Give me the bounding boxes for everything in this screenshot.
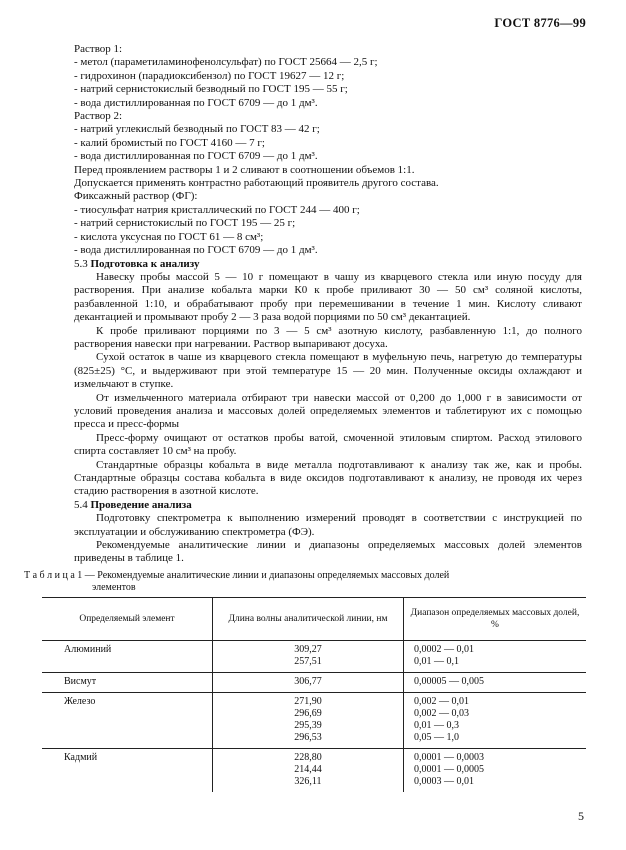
text-line: - вода дистиллированная по ГОСТ 6709 — до 1 дм³. <box>74 244 318 257</box>
text-line: Фиксажный раствор (ФГ): <box>74 190 198 203</box>
cell-range <box>404 749 587 793</box>
text-line: Раствор 1: <box>74 43 123 55</box>
header-wavelength: Длина волны аналитической линии, нм <box>213 598 404 641</box>
cell-range <box>404 693 587 749</box>
table-caption-line1: Т а б л и ц а 1 — Рекомендуемые аналитические линии и диапазоны определяемых массовых долей <box>24 570 450 581</box>
section-number: 5.3 <box>74 257 91 270</box>
header-range: Диапазон определяемых массовых долей, % <box>404 598 587 641</box>
table-row <box>42 749 586 793</box>
range-value: 0,002 — 0,03 <box>414 708 469 719</box>
wavelength-value: 326,11 <box>294 776 322 787</box>
range-value: 0,0003 — 0,01 <box>414 776 474 787</box>
cell-element: Алюминий <box>64 644 112 655</box>
text-line: - вода дистиллированная по ГОСТ 6709 — до 1 дм³. <box>74 96 318 109</box>
wavelength-value: 214,44 <box>294 764 322 775</box>
table-row <box>42 641 586 673</box>
paragraph: Подготовку спектрометра к выполнению измерений проводят в соответствии с инструкцией по эксплуатации и обслуживанию спектрометра (ФЭ). <box>74 512 582 538</box>
header-element: Определяемый элемент <box>42 598 213 641</box>
range-value: 0,0001 — 0,0003 <box>414 752 484 763</box>
paragraph: Пресс-форму очищают от остатков пробы ватой, смоченной этиловым спиртом. Расход этилового спирта составляет 10 см³ на пробу. <box>74 431 582 458</box>
paragraph: От измельченного материала отбирают три навески массой от 0,200 до 1,000 г в зависимости от условий проведения анализа и массовых долей определяемых элементов и таблетируют их с помощью пресса и пресс-формы <box>74 391 582 431</box>
table-header-row <box>42 598 586 641</box>
cell-wavelength <box>213 693 404 749</box>
section-number: 5.4 <box>74 498 91 511</box>
wavelength-value: 295,39 <box>294 720 322 731</box>
section-heading-5-4 <box>74 499 582 512</box>
range-value: 0,01 — 0,3 <box>414 720 459 731</box>
text-line: - натрий сернистокислый безводный по ГОСТ 195 — 55 г; <box>74 83 348 96</box>
cell-range <box>404 641 587 673</box>
wavelength-value: 306,77 <box>294 676 322 687</box>
paragraph: К пробе приливают порциями по 3 — 5 см³ азотную кислоту, разбавленную 1:1, до полного растворения навески при нагревании. Раствор выпаривают досуха. <box>74 324 582 350</box>
text-line: - тиосульфат натрия кристаллический по ГОСТ 244 — 400 г; <box>74 203 360 216</box>
text-line: Допускается применять контрастно работающий проявитель другого состава. <box>74 177 439 190</box>
cell-element: Висмут <box>42 673 213 693</box>
table-row <box>42 693 586 749</box>
range-value: 0,05 — 1,0 <box>414 732 459 743</box>
table-caption-line2: элементов <box>92 582 136 593</box>
paragraph: Стандартные образцы кобальта в виде металла подготавливают к анализу так же, как и пробы. Стандартные образцы состава кобальта в виде оксидов подготавливают к анализу, не проводя их через стадию растворения в азотной кислоте. <box>74 458 582 498</box>
standard-header: ГОСТ 8776—99 <box>494 16 586 30</box>
text-line: - натрий сернистокислый по ГОСТ 195 — 25 г; <box>74 217 296 230</box>
text-line: - калий бромистый по ГОСТ 4160 — 7 г; <box>74 136 265 149</box>
wavelength-value: 257,51 <box>294 656 322 667</box>
range-value: 0,01 — 0,1 <box>414 656 459 667</box>
section-title: Проведение анализа <box>90 498 192 511</box>
paragraph: Сухой остаток в чаше из кварцевого стекла помещают в муфельную печь, нагретую до температуры (825±25) °С, и выдерживают при этой температуре 15 — 20 мин. Полученные оксиды охлаждают и измельчают в ступке. <box>74 351 582 391</box>
wavelength-value: 296,53 <box>294 732 322 743</box>
text-line: Раствор 2: <box>74 110 123 123</box>
cell-wavelength <box>213 749 404 793</box>
cell-element: Железо <box>42 693 213 749</box>
text-line: - натрий углекислый безводный по ГОСТ 83 — 42 г; <box>74 123 320 136</box>
range-value: 0,0002 — 0,01 <box>414 644 474 655</box>
text-line: Перед проявлением растворы 1 и 2 сливают в соотношении объемов 1:1. <box>74 163 415 176</box>
cell-element: Кадмий <box>42 749 213 793</box>
range-value: 0,002 — 0,01 <box>414 696 469 707</box>
paragraph: Навеску пробы массой 5 — 10 г помещают в чашу из кварцевого стекла или иную посуду для растворения. При анализе кобальта марки К0 к пробе приливают 30 — 50 см³ соляной кислоты, разбавленной 1:10, и обрабатывают пробу при перемешивании в течение 1 мин. Кислоту сливают декантацией и промывают пробу 2 — 3 раза водой порциями по 50 см³ декантацией. <box>74 270 582 324</box>
table-row <box>42 673 586 693</box>
text-line: - гидрохинон (парадиоксибензол) по ГОСТ 19627 — 12 г; <box>74 69 345 82</box>
cell-wavelength <box>213 641 404 673</box>
wavelength-value: 296,69 <box>294 708 322 719</box>
text-line: - вода дистиллированная по ГОСТ 6709 — до 1 дм³. <box>74 150 318 163</box>
table-caption <box>24 570 584 594</box>
cell-wavelength <box>213 673 404 693</box>
section-heading-5-3 <box>74 258 582 271</box>
page-number: 5 <box>578 809 584 823</box>
wavelength-value: 271,90 <box>294 696 322 707</box>
range-value: 0,0001 — 0,0005 <box>414 764 484 775</box>
text-line: - метол (параметиламинофенолсульфат) по ГОСТ 25664 — 2,5 г; <box>74 56 378 69</box>
cell-range <box>404 673 587 693</box>
text-line: - кислота уксусная по ГОСТ 61 — 8 см³; <box>74 230 264 243</box>
wavelength-value: 228,80 <box>294 752 322 763</box>
body-text <box>74 43 582 566</box>
section-title: Подготовка к анализу <box>90 257 200 270</box>
range-value: 0,00005 — 0,005 <box>414 676 484 687</box>
wavelength-value: 309,27 <box>294 644 322 655</box>
data-table <box>42 597 586 792</box>
paragraph: Рекомендуемые аналитические линии и диапазоны определяемых массовых долей элементов приведены в таблице 1. <box>74 539 582 565</box>
